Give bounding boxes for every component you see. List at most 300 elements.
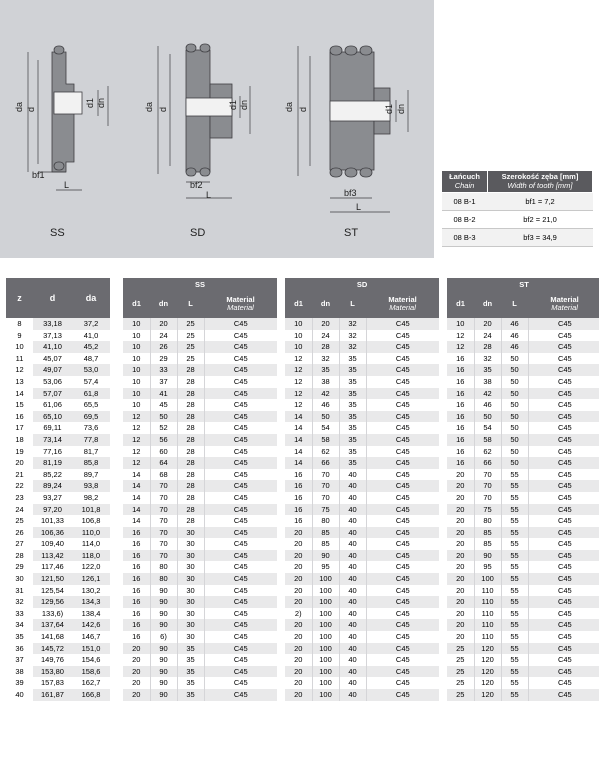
cell-st-2: 46	[501, 330, 528, 342]
cell-material: C45	[366, 434, 439, 446]
cell-ss-0: 14	[123, 469, 150, 481]
cell-sd-1: 100	[312, 654, 339, 666]
cell-material: C45	[366, 585, 439, 597]
cell-material: C45	[528, 330, 599, 342]
cell-st-0: 20	[447, 480, 474, 492]
cell-sd-1: 85	[312, 527, 339, 539]
type-label-st: ST	[344, 227, 359, 239]
label-dn-st: dn	[396, 103, 406, 114]
cell-d: 133,6)	[33, 608, 72, 620]
label-dn-sd: dn	[239, 99, 249, 110]
cell-sd-2: 40	[339, 561, 366, 573]
cell-material: C45	[366, 399, 439, 411]
cell-ss-0: 20	[123, 677, 150, 689]
cell-st-2: 55	[501, 608, 528, 620]
cell-sd-1: 85	[312, 538, 339, 550]
cell-st-1: 42	[474, 388, 501, 400]
cell-material: C45	[366, 457, 439, 469]
cell-st-0: 12	[447, 330, 474, 342]
cell-ss-2: 28	[177, 376, 204, 388]
cell-st-1: 110	[474, 596, 501, 608]
cell-sd-1: 100	[312, 619, 339, 631]
label-d-ss: d	[26, 106, 36, 112]
cell-sd-0: 2)	[285, 608, 312, 620]
cell-sd-2: 35	[339, 411, 366, 423]
cell-st-0: 20	[447, 504, 474, 516]
group-header-sd: SD	[285, 278, 439, 290]
cell-ss-2: 30	[177, 538, 204, 550]
cell-d: 141,68	[33, 631, 72, 643]
cell-ss-0: 14	[123, 515, 150, 527]
cell-z: 30	[6, 573, 33, 585]
chain-header: Łańcuch Chain	[442, 171, 488, 193]
cell-sd-1: 100	[312, 689, 339, 701]
cell-d: 145,72	[33, 643, 72, 655]
cell-sd-1: 70	[312, 480, 339, 492]
cell-sd-1: 100	[312, 666, 339, 678]
cell-sd-0: 12	[285, 376, 312, 388]
cell-da: 98,2	[72, 492, 110, 504]
cell-da: 69,5	[72, 411, 110, 423]
cell-ss-0: 20	[123, 643, 150, 655]
cell-ss-0: 16	[123, 596, 150, 608]
cell-ss-2: 28	[177, 422, 204, 434]
cell-st-2: 50	[501, 376, 528, 388]
cell-material: C45	[204, 573, 277, 585]
cell-st-0: 16	[447, 422, 474, 434]
cell-d: 89,24	[33, 480, 72, 492]
cell-ss-0: 20	[123, 654, 150, 666]
cell-material: C45	[204, 654, 277, 666]
cell-sd-1: 90	[312, 550, 339, 562]
cell-st-1: 100	[474, 573, 501, 585]
cell-material: C45	[366, 608, 439, 620]
cell-z: 36	[6, 643, 33, 655]
cell-ss-0: 16	[123, 573, 150, 585]
cell-st-1: 54	[474, 422, 501, 434]
cell-sd-2: 35	[339, 376, 366, 388]
cell-sd-0: 16	[285, 492, 312, 504]
table-row	[6, 538, 599, 550]
cell-st-1: 62	[474, 446, 501, 458]
cell-d: 73,14	[33, 434, 72, 446]
table-row	[6, 399, 599, 411]
cell-sd-2: 35	[339, 446, 366, 458]
cell-material: C45	[204, 538, 277, 550]
table-row	[6, 619, 599, 631]
cell-da: 110,0	[72, 527, 110, 539]
cell-material: C45	[366, 330, 439, 342]
cell-material: C45	[366, 666, 439, 678]
cell-sd-0: 20	[285, 643, 312, 655]
cell-material: C45	[204, 399, 277, 411]
cell-st-1: 70	[474, 492, 501, 504]
cell-material: C45	[366, 677, 439, 689]
cell-ss-0: 10	[123, 341, 150, 353]
cell-material: C45	[204, 318, 277, 330]
cell-st-1: 32	[474, 353, 501, 365]
cell-material: C45	[204, 422, 277, 434]
cell-ss-1: 80	[150, 561, 177, 573]
cell-z: 40	[6, 689, 33, 701]
cell-ss-0: 14	[123, 480, 150, 492]
cell-ss-0: 10	[123, 364, 150, 376]
sub-header-ss-1: dn	[150, 290, 177, 318]
cell-st-1: 66	[474, 457, 501, 469]
cell-sd-0: 20	[285, 677, 312, 689]
cell-ss-2: 28	[177, 399, 204, 411]
cell-material: C45	[204, 353, 277, 365]
table-row	[6, 492, 599, 504]
cell-material: C45	[528, 504, 599, 516]
cell-sd-1: 95	[312, 561, 339, 573]
cell-ss-1: 90	[150, 677, 177, 689]
cell-st-1: 35	[474, 364, 501, 376]
cell-sd-1: 46	[312, 399, 339, 411]
cell-sd-2: 40	[339, 527, 366, 539]
cell-d: 106,36	[33, 527, 72, 539]
cell-material: C45	[528, 364, 599, 376]
cell-st-1: 110	[474, 585, 501, 597]
cell-da: 162,7	[72, 677, 110, 689]
cell-ss-1: 70	[150, 504, 177, 516]
cell-ss-2: 28	[177, 446, 204, 458]
cell-material: C45	[204, 689, 277, 701]
cell-ss-1: 45	[150, 399, 177, 411]
cell-material: C45	[366, 689, 439, 701]
cell-st-2: 50	[501, 364, 528, 376]
cell-ss-2: 30	[177, 585, 204, 597]
cell-st-1: 90	[474, 550, 501, 562]
cell-z: 9	[6, 330, 33, 342]
cell-ss-0: 12	[123, 422, 150, 434]
cell-d: 45,07	[33, 353, 72, 365]
tooth-width-header: Szerokość zęba [mm] Width of tooth [mm]	[488, 171, 593, 193]
sub-header-material-st: Material Material	[528, 290, 599, 318]
cell-ss-1: 41	[150, 388, 177, 400]
table-row	[6, 666, 599, 678]
cell-d: 49,07	[33, 364, 72, 376]
cell-da: 166,8	[72, 689, 110, 701]
cell-da: 73,6	[72, 422, 110, 434]
cell-d: 121,50	[33, 573, 72, 585]
cell-sd-0: 12	[285, 388, 312, 400]
cell-sd-2: 35	[339, 353, 366, 365]
cell-ss-2: 28	[177, 411, 204, 423]
cell-st-2: 55	[501, 654, 528, 666]
cell-material: C45	[204, 434, 277, 446]
cell-sd-2: 40	[339, 480, 366, 492]
cell-st-2: 55	[501, 538, 528, 550]
label-d1-ss: d1	[85, 97, 95, 108]
cell-st-2: 55	[501, 469, 528, 481]
cell-st-1: 38	[474, 376, 501, 388]
cell-ss-0: 14	[123, 492, 150, 504]
cell-st-2: 55	[501, 619, 528, 631]
cell-z: 28	[6, 550, 33, 562]
cell-ss-2: 25	[177, 353, 204, 365]
cell-z: 15	[6, 399, 33, 411]
cell-sd-0: 16	[285, 504, 312, 516]
cell-ss-1: 70	[150, 515, 177, 527]
cell-sd-2: 40	[339, 666, 366, 678]
cell-sd-1: 58	[312, 434, 339, 446]
cell-material: C45	[204, 411, 277, 423]
cell-sd-0: 12	[285, 399, 312, 411]
cell-ss-0: 10	[123, 330, 150, 342]
cell-st-2: 50	[501, 411, 528, 423]
cell-da: 142,6	[72, 619, 110, 631]
cell-material: C45	[204, 480, 277, 492]
cell-z: 33	[6, 608, 33, 620]
cell-ss-0: 16	[123, 527, 150, 539]
table-row	[6, 422, 599, 434]
cell-ss-0: 12	[123, 434, 150, 446]
cell-material: C45	[366, 353, 439, 365]
cell-ss-2: 30	[177, 619, 204, 631]
cell-sd-0: 14	[285, 446, 312, 458]
cell-sd-2: 40	[339, 677, 366, 689]
cell-sd-2: 35	[339, 388, 366, 400]
cell-sd-1: 100	[312, 608, 339, 620]
cell-sd-0: 20	[285, 550, 312, 562]
cell-d: 153,80	[33, 666, 72, 678]
cell-da: 37,2	[72, 318, 110, 330]
cell-material: C45	[528, 550, 599, 562]
cell-material: C45	[366, 631, 439, 643]
cell-material: C45	[366, 538, 439, 550]
cell-st-1: 120	[474, 654, 501, 666]
cell-st-1: 120	[474, 689, 501, 701]
cell-material: C45	[366, 411, 439, 423]
cell-st-1: 75	[474, 504, 501, 516]
cell-material: C45	[528, 654, 599, 666]
cell-z: 8	[6, 318, 33, 330]
cell-d: 149,76	[33, 654, 72, 666]
cell-da: 61,8	[72, 388, 110, 400]
sub-header-st-0: d1	[447, 290, 474, 318]
cell-material: C45	[528, 643, 599, 655]
cell-st-2: 55	[501, 561, 528, 573]
cell-sd-1: 62	[312, 446, 339, 458]
table-row	[6, 353, 599, 365]
cell-da: 118,0	[72, 550, 110, 562]
cell-ss-2: 30	[177, 527, 204, 539]
cell-st-1: 110	[474, 608, 501, 620]
cell-sd-2: 40	[339, 643, 366, 655]
cell-d: 125,54	[33, 585, 72, 597]
cell-st-0: 25	[447, 654, 474, 666]
cell-st-0: 20	[447, 608, 474, 620]
cell-ss-0: 10	[123, 353, 150, 365]
cell-ss-1: 20	[150, 318, 177, 330]
cell-sd-1: 28	[312, 341, 339, 353]
group-header-ss: SS	[123, 278, 277, 290]
cell-material: C45	[366, 388, 439, 400]
cell-z: 14	[6, 388, 33, 400]
cell-sd-0: 14	[285, 457, 312, 469]
cell-ss-1: 90	[150, 643, 177, 655]
cell-material: C45	[204, 619, 277, 631]
cell-da: 41,0	[72, 330, 110, 342]
cell-ss-1: 70	[150, 538, 177, 550]
cell-sd-2: 35	[339, 422, 366, 434]
cell-sd-1: 100	[312, 631, 339, 643]
cell-ss-1: 90	[150, 654, 177, 666]
cell-ss-2: 35	[177, 666, 204, 678]
cell-ss-2: 28	[177, 492, 204, 504]
cell-z: 19	[6, 446, 33, 458]
col-header-z: z	[6, 278, 33, 318]
cell-sd-2: 40	[339, 654, 366, 666]
cell-material: C45	[204, 446, 277, 458]
cell-st-2: 55	[501, 480, 528, 492]
cell-material: C45	[528, 399, 599, 411]
cell-ss-1: 6)	[150, 631, 177, 643]
cell-st-2: 55	[501, 631, 528, 643]
sub-header-material-ss: Material Material	[204, 290, 277, 318]
cell-ss-1: 90	[150, 608, 177, 620]
table-row	[6, 388, 599, 400]
ss-sprocket-drawing	[52, 46, 82, 172]
cell-d: 85,22	[33, 469, 72, 481]
table-row	[6, 608, 599, 620]
cell-material: C45	[366, 654, 439, 666]
table-row	[6, 561, 599, 573]
cell-da: 101,8	[72, 504, 110, 516]
cell-ss-2: 30	[177, 550, 204, 562]
cell-z: 34	[6, 619, 33, 631]
cell-ss-1: 60	[150, 446, 177, 458]
cell-st-2: 50	[501, 399, 528, 411]
cell-ss-1: 56	[150, 434, 177, 446]
cell-st-0: 20	[447, 596, 474, 608]
cell-da: 158,6	[72, 666, 110, 678]
cell-ss-1: 50	[150, 411, 177, 423]
cell-sd-1: 75	[312, 504, 339, 516]
table-row	[6, 446, 599, 458]
cell-sd-2: 35	[339, 434, 366, 446]
table-row	[6, 376, 599, 388]
cell-material: C45	[528, 469, 599, 481]
cell-material: C45	[528, 353, 599, 365]
cell-ss-2: 35	[177, 654, 204, 666]
cell-da: 146,7	[72, 631, 110, 643]
cell-ss-2: 28	[177, 469, 204, 481]
cell-st-2: 55	[501, 585, 528, 597]
cell-material: C45	[366, 480, 439, 492]
cell-ss-1: 70	[150, 480, 177, 492]
cell-ss-0: 10	[123, 399, 150, 411]
cell-material: C45	[366, 446, 439, 458]
table-row	[6, 318, 599, 330]
cell-z: 26	[6, 527, 33, 539]
cell-sd-1: 70	[312, 492, 339, 504]
label-d1-sd: d1	[228, 99, 238, 110]
cell-sd-1: 100	[312, 585, 339, 597]
cell-material: C45	[204, 469, 277, 481]
cell-sd-0: 20	[285, 666, 312, 678]
table-row	[6, 585, 599, 597]
cell-ss-1: 90	[150, 585, 177, 597]
cell-da: 138,4	[72, 608, 110, 620]
cell-sd-0: 20	[285, 561, 312, 573]
cell-sd-0: 16	[285, 515, 312, 527]
cell-sd-0: 12	[285, 353, 312, 365]
cell-material: C45	[528, 388, 599, 400]
st-sprocket-drawing	[330, 46, 390, 177]
cell-st-0: 16	[447, 376, 474, 388]
cell-ss-0: 12	[123, 446, 150, 458]
cell-st-2: 50	[501, 422, 528, 434]
cell-st-2: 55	[501, 596, 528, 608]
cell-z: 16	[6, 411, 33, 423]
cell-sd-2: 40	[339, 573, 366, 585]
cell-st-1: 85	[474, 538, 501, 550]
cell-sd-1: 100	[312, 596, 339, 608]
sub-header-material-sd: Material Material	[366, 290, 439, 318]
cell-st-2: 50	[501, 353, 528, 365]
cell-sd-0: 14	[285, 434, 312, 446]
cell-ss-1: 52	[150, 422, 177, 434]
cell-ss-1: 90	[150, 666, 177, 678]
cell-material: C45	[204, 631, 277, 643]
cell-material: C45	[528, 318, 599, 330]
group-header-st: ST	[447, 278, 599, 290]
cell-z: 22	[6, 480, 33, 492]
table-row	[6, 364, 599, 376]
cell-material: C45	[528, 608, 599, 620]
cell-st-1: 20	[474, 318, 501, 330]
sub-header-st-2: L	[501, 290, 528, 318]
cell-ss-1: 90	[150, 689, 177, 701]
cell-sd-1: 50	[312, 411, 339, 423]
cell-material: C45	[528, 666, 599, 678]
cell-st-2: 55	[501, 504, 528, 516]
sub-header-sd-2: L	[339, 290, 366, 318]
cell-material: C45	[204, 677, 277, 689]
cell-sd-0: 16	[285, 480, 312, 492]
cell-st-1: 24	[474, 330, 501, 342]
table-row	[6, 515, 599, 527]
cell-ss-1: 80	[150, 573, 177, 585]
cell-ss-2: 28	[177, 504, 204, 516]
chain-row: 08 B-1 bf1 = 7,2	[442, 193, 593, 211]
table-row	[6, 643, 599, 655]
cell-z: 25	[6, 515, 33, 527]
cell-st-2: 55	[501, 643, 528, 655]
type-labels	[50, 227, 358, 239]
cell-sd-0: 20	[285, 596, 312, 608]
table-row	[6, 330, 599, 342]
cell-st-0: 20	[447, 515, 474, 527]
cell-ss-0: 16	[123, 619, 150, 631]
cell-material: C45	[528, 561, 599, 573]
cell-ss-2: 28	[177, 457, 204, 469]
cell-st-0: 20	[447, 538, 474, 550]
cell-material: C45	[366, 550, 439, 562]
cell-material: C45	[528, 596, 599, 608]
cell-material: C45	[204, 666, 277, 678]
col-header-d: d	[33, 278, 72, 318]
cell-ss-2: 25	[177, 341, 204, 353]
cell-sd-2: 40	[339, 538, 366, 550]
cell-sd-0: 20	[285, 654, 312, 666]
cell-d: 109,40	[33, 538, 72, 550]
cell-st-1: 46	[474, 399, 501, 411]
cell-st-0: 10	[447, 318, 474, 330]
cell-material: C45	[528, 677, 599, 689]
